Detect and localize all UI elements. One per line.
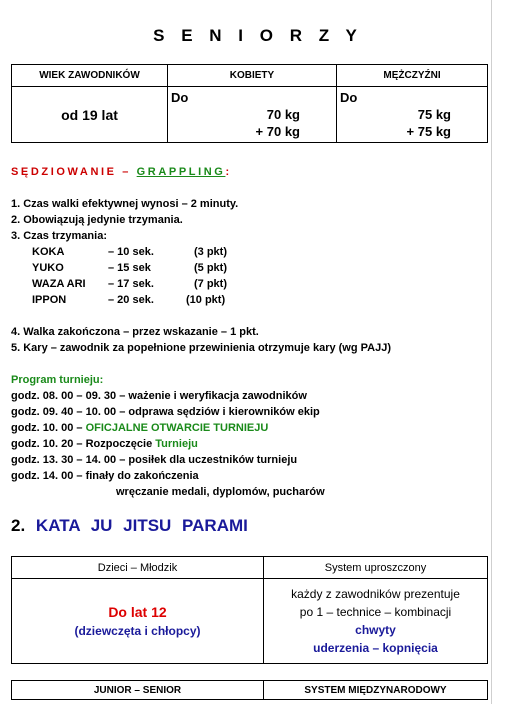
- women-weight-1: 70 kg: [266, 107, 300, 122]
- hold-time: – 20 sek.: [108, 294, 154, 306]
- header-system: System uproszczony: [264, 557, 488, 579]
- rule-5: 5. Kary – zawodnik za popełnione przewinienia otrzymuje kary (wg PAJJ): [11, 342, 392, 354]
- kata-table: [11, 556, 488, 664]
- kata-heading: [11, 516, 248, 536]
- hold-name: IPPON: [32, 294, 67, 306]
- men-do: Do: [340, 90, 358, 105]
- women-weight-2: + 70 kg: [255, 124, 300, 139]
- kata-title: KATA JU JITSU PARAMI: [35, 516, 248, 535]
- judging-prefix: SĘDZIOWANIE –: [11, 166, 137, 178]
- program-text: finały do zakończenia: [82, 470, 199, 482]
- system-line-3: chwyty: [355, 623, 396, 637]
- men-weight-2: + 75 kg: [406, 124, 451, 139]
- hold-name: KOKA: [32, 246, 65, 258]
- age-cell: [12, 87, 168, 143]
- hold-points: (3 pkt): [194, 246, 227, 258]
- program-item: [11, 390, 307, 402]
- judging-suffix: :: [225, 166, 232, 178]
- program-item: [11, 454, 297, 466]
- grappling-word: GRAPPLING: [136, 166, 226, 178]
- program-text: – ważenie i weryfikacja zawodników: [116, 390, 307, 402]
- women-do: Do: [171, 90, 189, 105]
- program-last: wręczanie medali, dyplomów, pucharów: [116, 486, 325, 498]
- program-text: OFICJALNE OTWARCIE TURNIEJU: [82, 422, 269, 434]
- program-text-extra: Turnieju: [155, 438, 198, 450]
- hold-points: (10 pkt): [186, 294, 226, 306]
- program-item: [11, 422, 268, 434]
- weight-table: [11, 64, 488, 143]
- page-title: S E N I O R Z Y: [153, 26, 363, 45]
- hold-name: YUKO: [32, 262, 64, 274]
- page-edge-line: [491, 0, 492, 704]
- program-time: godz. 08. 00 – 09. 30: [11, 390, 117, 402]
- judging-heading: [11, 166, 232, 178]
- program-time: godz. 13. 30 – 14. 00: [11, 454, 117, 466]
- program-item: [11, 406, 320, 418]
- system-line-4: uderzenia – kopnięcia: [313, 641, 438, 655]
- children-gender: (dziewczęta i chłopcy): [74, 624, 201, 638]
- program-title: Program turnieju:: [11, 374, 104, 386]
- program-time: godz. 10. 20 –: [11, 438, 83, 450]
- header-age: WIEK ZAWODNIKÓW: [12, 65, 168, 87]
- men-cell: [337, 87, 488, 143]
- hold-points: (7 pkt): [194, 278, 227, 290]
- program-item: [11, 438, 198, 450]
- junior-table: [11, 680, 488, 700]
- kata-number: 2.: [11, 516, 26, 535]
- header-international: SYSTEM MIĘDZYNARODOWY: [264, 681, 488, 700]
- rule-2: 2. Obowiązują jedynie trzymania.: [11, 214, 183, 226]
- hold-name: WAZA ARI: [32, 278, 86, 290]
- header-junior: JUNIOR – SENIOR: [12, 681, 264, 700]
- program-text: – odprawa sędziów i kierowników ekip: [116, 406, 320, 418]
- rule-4: 4. Walka zakończona – przez wskazanie – 1 pkt.: [11, 326, 259, 338]
- system-cell: [264, 579, 488, 664]
- header-men: MĘŻCZYŹNI: [337, 65, 488, 87]
- hold-time: – 17 sek.: [108, 278, 154, 290]
- age-value: od 19 lat: [61, 107, 118, 123]
- system-line-2: po 1 – technice – kombinacji: [299, 605, 452, 619]
- rule-1: 1. Czas walki efektywnej wynosi – 2 minuty.: [11, 198, 239, 210]
- hold-time: – 15 sek: [108, 262, 151, 274]
- program-text: – posiłek dla uczestników turnieju: [116, 454, 298, 466]
- rule-3: 3. Czas trzymania:: [11, 230, 107, 242]
- program-time: godz. 09. 40 – 10. 00: [11, 406, 117, 418]
- hold-points: (5 pkt): [194, 262, 227, 274]
- program-time: godz. 14. 00 –: [11, 470, 83, 482]
- program-text: Rozpoczęcie: [82, 438, 156, 450]
- program-time: godz. 10. 00 –: [11, 422, 83, 434]
- children-age: Do lat 12: [108, 604, 167, 620]
- header-women: KOBIETY: [168, 65, 337, 87]
- program-item: [11, 470, 199, 482]
- women-cell: [168, 87, 337, 143]
- header-children: Dzieci – Młodzik: [12, 557, 264, 579]
- hold-time: – 10 sek.: [108, 246, 154, 258]
- men-weight-1: 75 kg: [417, 107, 451, 122]
- children-cell: [12, 579, 264, 664]
- system-line-1: każdy z zawodników prezentuje: [291, 587, 460, 601]
